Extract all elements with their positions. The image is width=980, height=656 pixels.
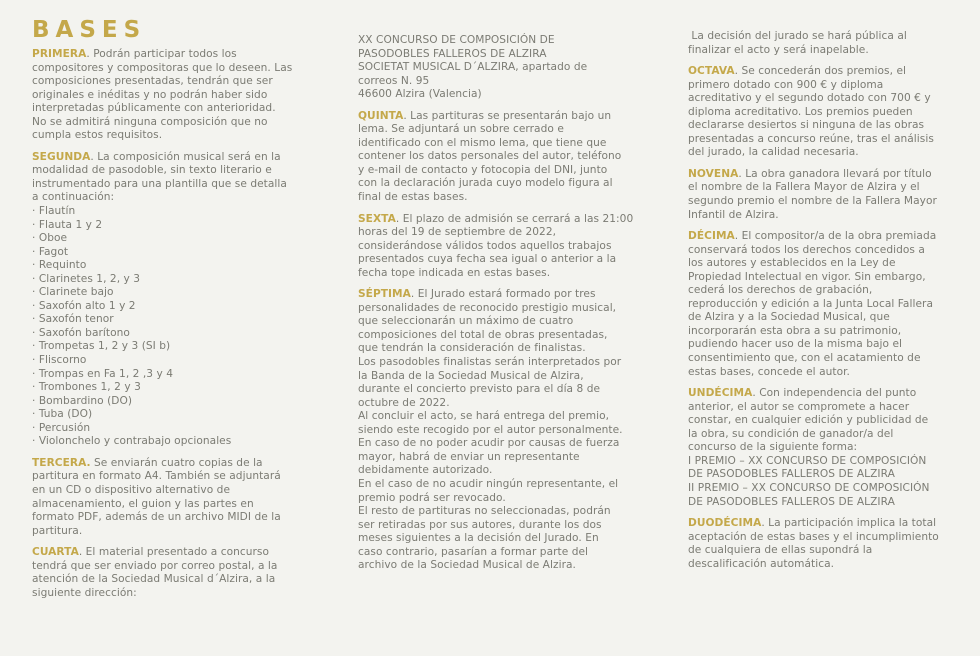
clause-label: TERCERA. <box>32 456 91 469</box>
jury-decision-note: La decisión del jurado se hará pública al finalizar el acto y será inapelable. <box>688 30 907 56</box>
clause-cuarta: CUARTA. El material presentado a concurso tendrá que ser enviado por correo postal, a la atención de la Sociedad Musical d´Alzira, a la siguiente dirección: <box>32 546 278 599</box>
clause-label: OCTAVA <box>688 65 735 78</box>
clause-duodecima: DUODÉCIMA. La participación implica la total aceptación de estas bases y el incumplimiento de cualquiera de ellas supondrá la descalificación automática. <box>688 517 939 570</box>
list-item: · Trompetas 1, 2 y 3 (SI b) <box>32 340 171 353</box>
list-item: · Fagot <box>32 245 69 258</box>
column-3 <box>688 30 976 579</box>
list-item: · Requinto <box>32 259 87 272</box>
list-item: · Flautín <box>32 205 76 218</box>
list-item: · Bombardino (DO) <box>32 394 133 407</box>
postal-address: XX CONCURSO DE COMPOSICIÓN DE PASODOBLES FALLEROS DE ALZIRA SOCIETAT MUSICAL D´ALZIRA, apartado de correos N. 95 46600 Alzira (Valencia) <box>358 34 588 101</box>
clause-label: NOVENA <box>688 167 739 180</box>
clause-undecima: UNDÉCIMA. Con independencia del punto anterior, el autor se compromete a hacer constar, en cualquier edición y publicidad de la obra, su condición de ganador/a del concurso de la siguiente forma: I PREMIO – XX CONCURSO DE COMPOSICIÓN DE PASODOBLES FALLEROS DE ALZIRA II PREMIO – XX CONCURSO DE COMPOSICIÓN DE PASODOBLES FALLEROS DE ALZIRA <box>688 387 930 508</box>
page-title: BASES <box>32 17 147 43</box>
list-item: · Trombones 1, 2 y 3 <box>32 381 141 394</box>
list-item: · Tuba (DO) <box>32 408 93 421</box>
clause-tercera: TERCERA. Se enviarán cuatro copias de la partitura en formato A4. También se adjuntará en un CD o dispositivo alternativo de almacenamiento, el guion y las partes en formato PDF, además de un archivo MIDI de la partitura. <box>32 456 281 537</box>
instrument-list <box>32 205 332 449</box>
list-item: · Trompas en Fa 1, 2 ,3 y 4 <box>32 367 174 380</box>
list-item: · Oboe <box>32 232 68 245</box>
clause-label: SÉPTIMA <box>358 288 411 301</box>
clause-primera: PRIMERA. Podrán participar todos los compositores y compositoras que lo deseen. Las composiciones presentadas, tendrán que ser originales e inéditas y no podrán haber sido interpretadas públicamente con anterioridad. No se admitirá ninguna composición que no cumpla estos requisitos. <box>32 48 293 142</box>
clause-quinta: QUINTA. Las partituras se presentarán bajo un lema. Se adjuntará un sobre cerrado e identificado con el mismo lema, que tiene que contener los datos personales del autor, teléfono y e-mail de contacto y fotocopia del DNI, junto con la declaración jurada cuyo modelo figura al final de estas bases. <box>358 109 622 204</box>
clause-septima: SÉPTIMA. El Jurado estará formado por tres personalidades de reconocido prestigio musical, que seleccionarán un máximo de cuatro composiciones del total de obras presentadas, que tendrán la consideración de finalistas. Los pasodobles finalistas serán interpretados por la Banda de la Sociedad Musical de Alzira, durante el concierto previsto para el día 8 de octubre de 2022. Al concluir el acto, se hará entrega del premio, siendo este recogido por el autor personalmente. En caso de no poder acudir por causas de fuerza mayor, habrá de enviar un representante debidamente autorizado. En el caso de no acudir ningún representante, el premio podrá ser revocado. El resto de partituras no seleccionadas, podrán ser retiradas por sus autores, durante los dos meses siguientes a la decisión del Jurado. En caso contrario, pasarían a formar parte del archivo de la Sociedad Musical de Alzira. <box>358 288 623 572</box>
list-item: · Flauta 1 y 2 <box>32 218 103 231</box>
clause-label: QUINTA <box>358 109 404 122</box>
list-item: · Saxofón alto 1 y 2 <box>32 299 136 312</box>
clause-octava: OCTAVA. Se concederán dos premios, el primero dotado con 900 € y diploma acreditativo y el segundo dotado con 700 € y diploma acreditativo. Los premios pueden declararse desiertos si ninguna de las obras presentadas a concurso reúne, tras el análisis del jurado, la calidad necesaria. <box>688 65 934 159</box>
list-item: · Saxofón tenor <box>32 313 114 326</box>
list-item: · Clarinetes 1, 2, y 3 <box>32 272 141 285</box>
clause-label: SEXTA <box>358 212 396 225</box>
clause-label: DÉCIMA <box>688 230 735 243</box>
clause-label: DUODÉCIMA <box>688 517 762 530</box>
clause-novena: NOVENA. La obra ganadora llevará por título el nombre de la Fallera Mayor de Alzira y el segundo premio el nombre de la Fallera Mayor Infantil de Alzira. <box>688 167 937 221</box>
list-item: · Saxofón barítono <box>32 326 130 339</box>
clause-sexta: SEXTA. El plazo de admisión se cerrará a las 21:00 horas del 19 de septiembre de 2022, considerándose válidos todos aquellos trabajos presentados cuya fecha sea igual o anterior a la fecha tope indicada en estas bases. <box>358 212 634 279</box>
clause-label: CUARTA <box>32 546 79 559</box>
clause-segunda: SEGUNDA. La composición musical será en la modalidad de pasodoble, sin texto literario e instrumentado para una plantilla que se detalla a continuación: · Flautín · Flauta 1 y 2 · Oboe · Fagot · Requinto · Clarinetes 1, 2, y 3 · Clarinete bajo · Saxofón alto 1 y 2 · Saxofón tenor · Saxofón barítono · Trompetas 1, 2 y 3 (SI b) · Fliscorno · Trompas en Fa 1, 2 ,3 y 4 · Trombones 1, 2 y 3 · Bombardino (DO) · Tuba (DO) · Percusión · Violonchelo y contrabajo opcionales <box>32 151 332 449</box>
list-item: · Fliscorno <box>32 354 87 367</box>
clause-label: PRIMERA <box>32 48 87 60</box>
clause-label: SEGUNDA <box>32 150 91 163</box>
column-2 <box>358 34 658 581</box>
list-item: · Violonchelo y contrabajo opcionales <box>32 435 232 448</box>
clause-label: UNDÉCIMA <box>688 387 753 400</box>
clause-decima: DÉCIMA. El compositor/a de la obra premiada conservará todos los derechos concedidos a los autores y establecidos en la Ley de Propiedad Intelectual en vigor. Sin embargo, cederá los derechos de grabación, reproducción y edición a la Junta Local Fallera de Alzira y a la Sociedad Musical, que incorporarán esta obra a su patrimonio, pudiendo hacer uso de la misma bajo el consentimiento que, con el acatamiento de estas bases, concede el autor. <box>688 230 937 378</box>
list-item: · Percusión <box>32 421 91 434</box>
column-1 <box>32 16 332 608</box>
list-item: · Clarinete bajo <box>32 286 114 299</box>
